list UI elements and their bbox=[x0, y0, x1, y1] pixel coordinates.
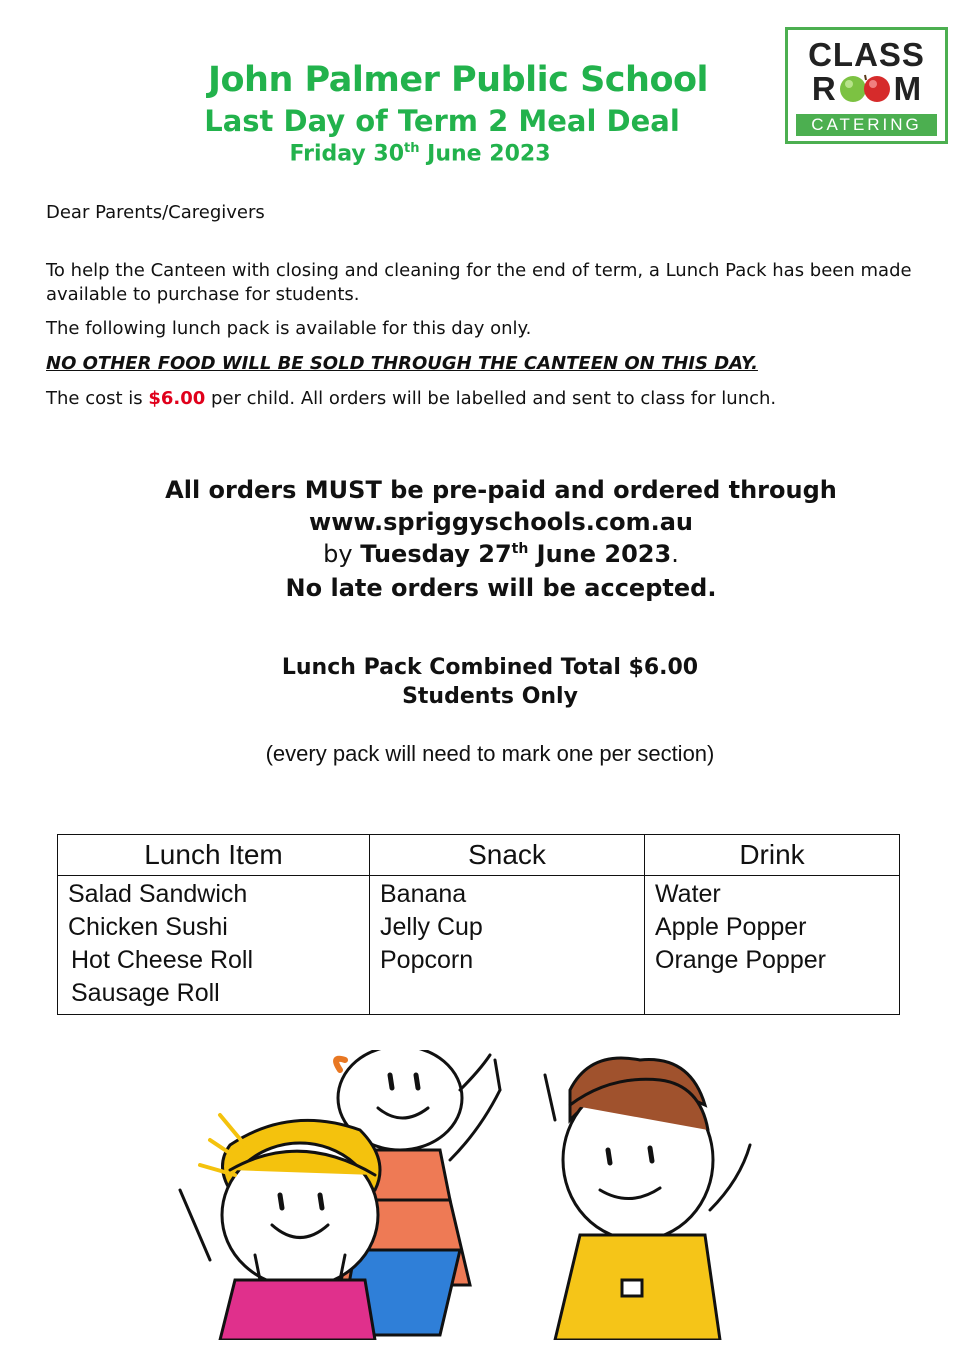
availability-note: The following lunch pack is available for this day only. bbox=[46, 318, 532, 339]
no-other-food-warning: NO OTHER FOOD WILL BE SOLD THROUGH THE CANTEEN ON THIS DAY. bbox=[46, 353, 758, 374]
cost-line: The cost is $6.00 per child. All orders will be labelled and sent to class for lunch. bbox=[46, 388, 777, 409]
selection-note: (every pack will need to mark one per section) bbox=[265, 741, 715, 766]
header-snack: Snack bbox=[370, 835, 645, 876]
drink-items-cell bbox=[645, 876, 900, 1015]
pack-total: Lunch Pack Combined Total $6.00 bbox=[281, 655, 699, 680]
lunch-item: Chicken Sushi bbox=[68, 913, 228, 941]
apple-icon bbox=[836, 73, 894, 103]
boy-figure bbox=[545, 1058, 750, 1340]
order-instructions: All orders MUST be pre-paid and ordered through bbox=[165, 476, 837, 504]
logo-class-text: CLASS bbox=[808, 36, 925, 73]
kids-illustration bbox=[160, 1050, 800, 1340]
order-website[interactable]: www.spriggyschools.com.au bbox=[309, 508, 693, 536]
snack-item: Jelly Cup bbox=[380, 913, 483, 941]
header-lunch-item: Lunch Item bbox=[58, 835, 370, 876]
logo-catering-band: CATERING bbox=[796, 114, 937, 136]
school-name: John Palmer Public School bbox=[207, 60, 709, 100]
drink-item: Water bbox=[655, 880, 721, 908]
students-only: Students Only bbox=[402, 684, 578, 709]
header-drink: Drink bbox=[645, 835, 900, 876]
lunch-item: Sausage Roll bbox=[71, 979, 220, 1007]
event-date: Friday 30th June 2023 bbox=[289, 141, 551, 167]
drink-item: Apple Popper bbox=[655, 913, 807, 941]
snack-items-cell bbox=[370, 876, 645, 1015]
logo-room-text: R M bbox=[811, 70, 922, 107]
lunch-item: Salad Sandwich bbox=[68, 880, 248, 908]
price: $6.00 bbox=[148, 388, 206, 409]
lunch-item: Hot Cheese Roll bbox=[71, 946, 254, 974]
late-orders-note: No late orders will be accepted. bbox=[285, 574, 717, 602]
drink-item: Orange Popper bbox=[655, 946, 826, 974]
classroom-catering-logo bbox=[785, 27, 948, 144]
greeting: Dear Parents/Caregivers bbox=[46, 202, 265, 223]
intro-paragraph: To help the Canteen with closing and cleaning for the end of term, a Lunch Pack has been made available to purchase for students. bbox=[46, 260, 912, 305]
menu-table bbox=[57, 834, 900, 1015]
meal-deal-title: Last Day of Term 2 Meal Deal bbox=[204, 104, 680, 138]
snack-item: Popcorn bbox=[380, 946, 474, 974]
order-deadline: by Tuesday 27th June 2023. bbox=[323, 540, 679, 568]
lunch-items-cell bbox=[58, 876, 370, 1015]
girl-figure bbox=[180, 1115, 380, 1340]
snack-item: Banana bbox=[380, 880, 467, 908]
